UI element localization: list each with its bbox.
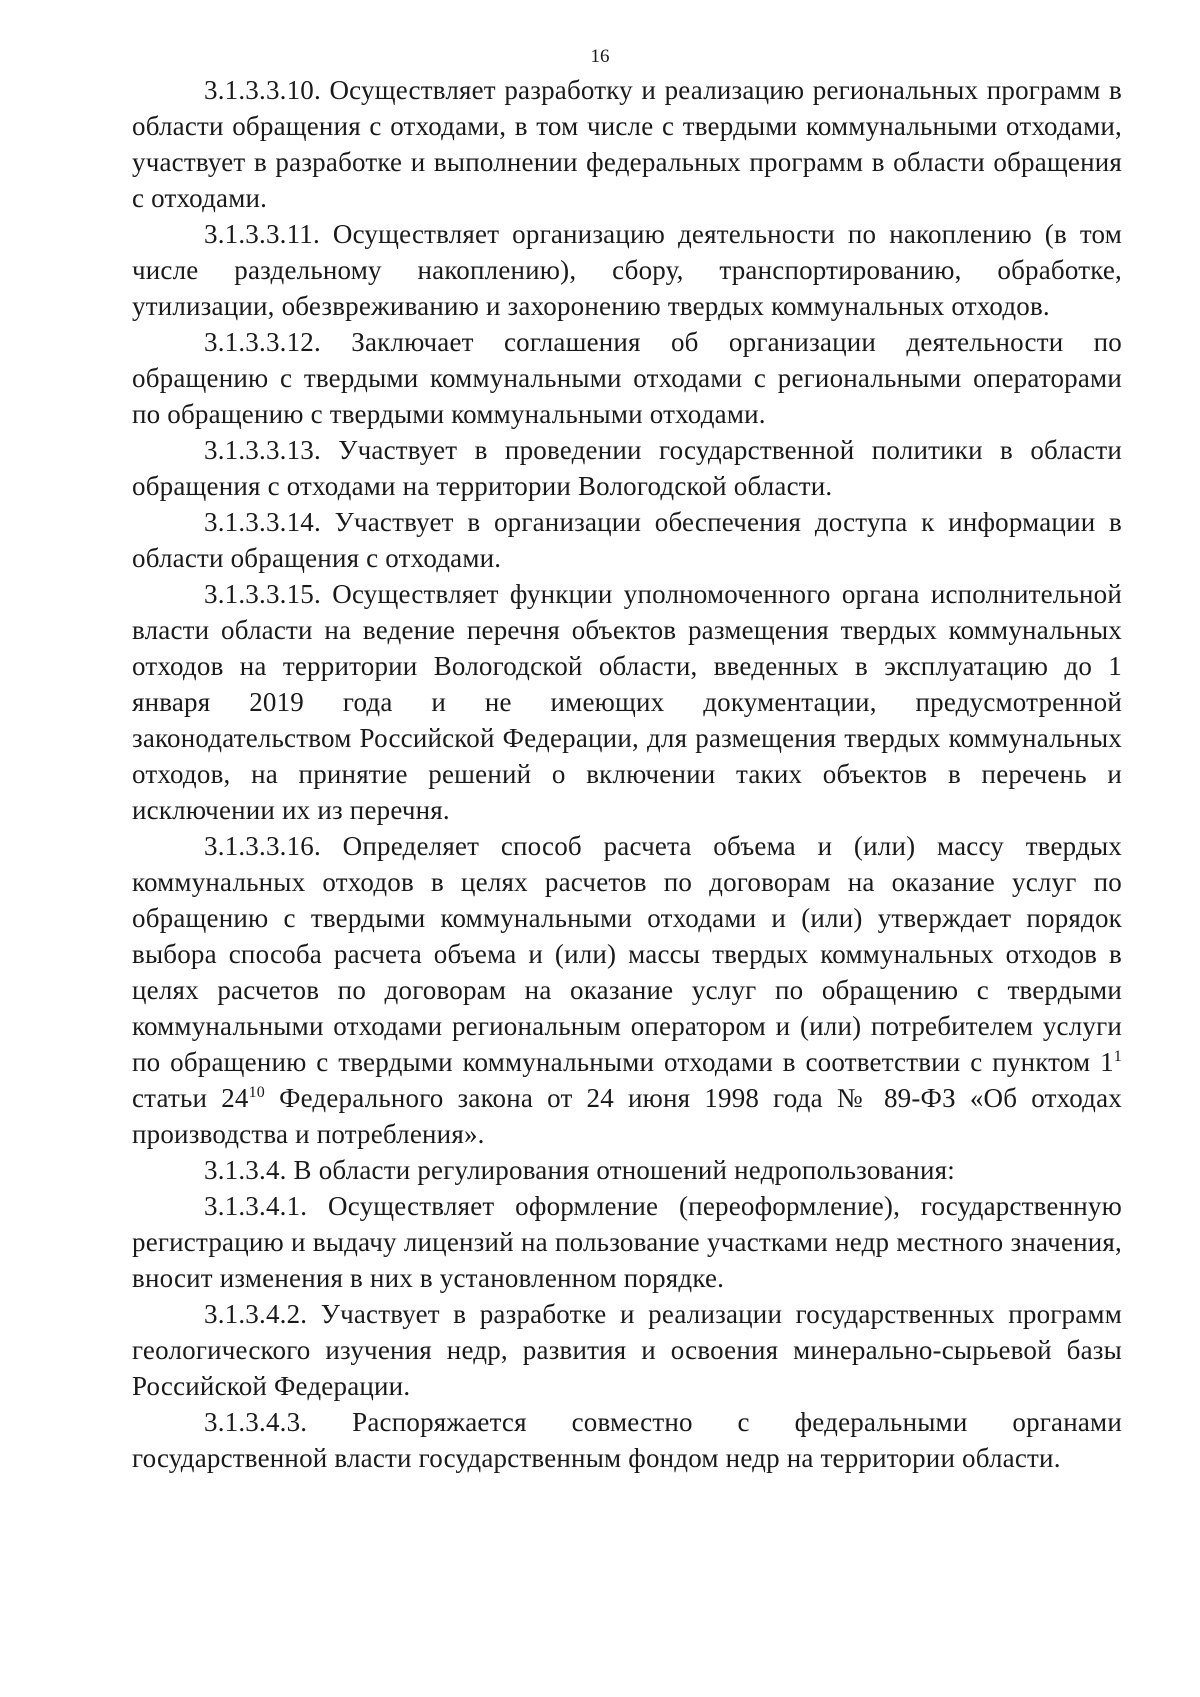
document-body (132, 72, 1122, 1476)
paragraph-text-part: Федерального закона от 24 июня 1998 года № 89-ФЗ «Об отходах производства и потребления». (132, 1083, 1122, 1149)
paragraph-text-part: статьи 24 (132, 1083, 249, 1113)
paragraph-3-1-3-3-12: 3.1.3.3.12. Заключает соглашения об организации деятельности по обращению с твердыми коммунальными отходами с региональными операторами по обращению с твердыми коммунальными отходами. (132, 327, 1122, 429)
paragraph-3-1-3-3-16 (132, 828, 1122, 1152)
paragraph-text-part: 3.1.3.3.16. Определяет способ расчета объема и (или) массу твердых коммунальных отходов в целях расчетов по договорам на оказание услуг по обращению с твердыми коммунальными отходами и (или) утверждает порядок выбора способа расчета объема и (или) массы твердых коммунальных отходов в целях расчетов по договорам на оказание услуг по обращению с твердыми коммунальными отходами региональным оператором и (или) потребителем услуги по обращению с твердыми коммунальными отходами в соответствии с пунктом 1 (132, 831, 1122, 1077)
superscript-article: 10 (248, 1084, 266, 1101)
paragraph-3-1-3-4: 3.1.3.4. В области регулирования отношений недропользования: (204, 1155, 955, 1185)
superscript-point: 1 (1113, 1048, 1122, 1065)
paragraph-3-1-3-3-13: 3.1.3.3.13. Участвует в проведении государственной политики в области обращения с отходами на территории Вологодской области. (132, 435, 1122, 501)
paragraph-3-1-3-3-10: 3.1.3.3.10. Осуществляет разработку и реализацию региональных программ в области обращения с отходами, в том числе с твердыми коммунальными отходами, участвует в разработке и выполнении федеральных программ в области обращения с отходами. (132, 75, 1122, 213)
page-number: 16 (590, 46, 610, 67)
paragraph-3-1-3-4-3: 3.1.3.4.3. Распоряжается совместно с федеральными органами государственной власти государственным фондом недр на территории области. (132, 1407, 1122, 1473)
paragraph-3-1-3-3-15: 3.1.3.3.15. Осуществляет функции уполномоченного органа исполнительной власти области на ведение перечня объектов размещения твердых коммунальных отходов на территории Вологодской области, введенных в эксплуатацию до 1 января 2019 года и не имеющих документации, предусмотренной законодательством Российской Федерации, для размещения твердых коммунальных отходов, на принятие решений о включении таких объектов в перечень и исключении их из перечня. (132, 579, 1122, 825)
paragraph-3-1-3-4-2: 3.1.3.4.2. Участвует в разработке и реализации государственных программ геологического изучения недр, развития и освоения минерально-сырьевой базы Российской Федерации. (132, 1299, 1122, 1401)
paragraph-3-1-3-3-14: 3.1.3.3.14. Участвует в организации обеспечения доступа к информации в области обращения с отходами. (132, 507, 1122, 573)
paragraph-3-1-3-3-11: 3.1.3.3.11. Осуществляет организацию деятельности по накоплению (в том числе раздельному накоплению), сбору, транспортированию, обработке, утилизации, обезвреживанию и захоронению твердых коммунальных отходов. (132, 219, 1122, 321)
paragraph-3-1-3-4-1: 3.1.3.4.1. Осуществляет оформление (переоформление), государственную регистрацию и выдачу лицензий на пользование участками недр местного значения, вносит изменения в них в установленном порядке. (132, 1191, 1122, 1293)
